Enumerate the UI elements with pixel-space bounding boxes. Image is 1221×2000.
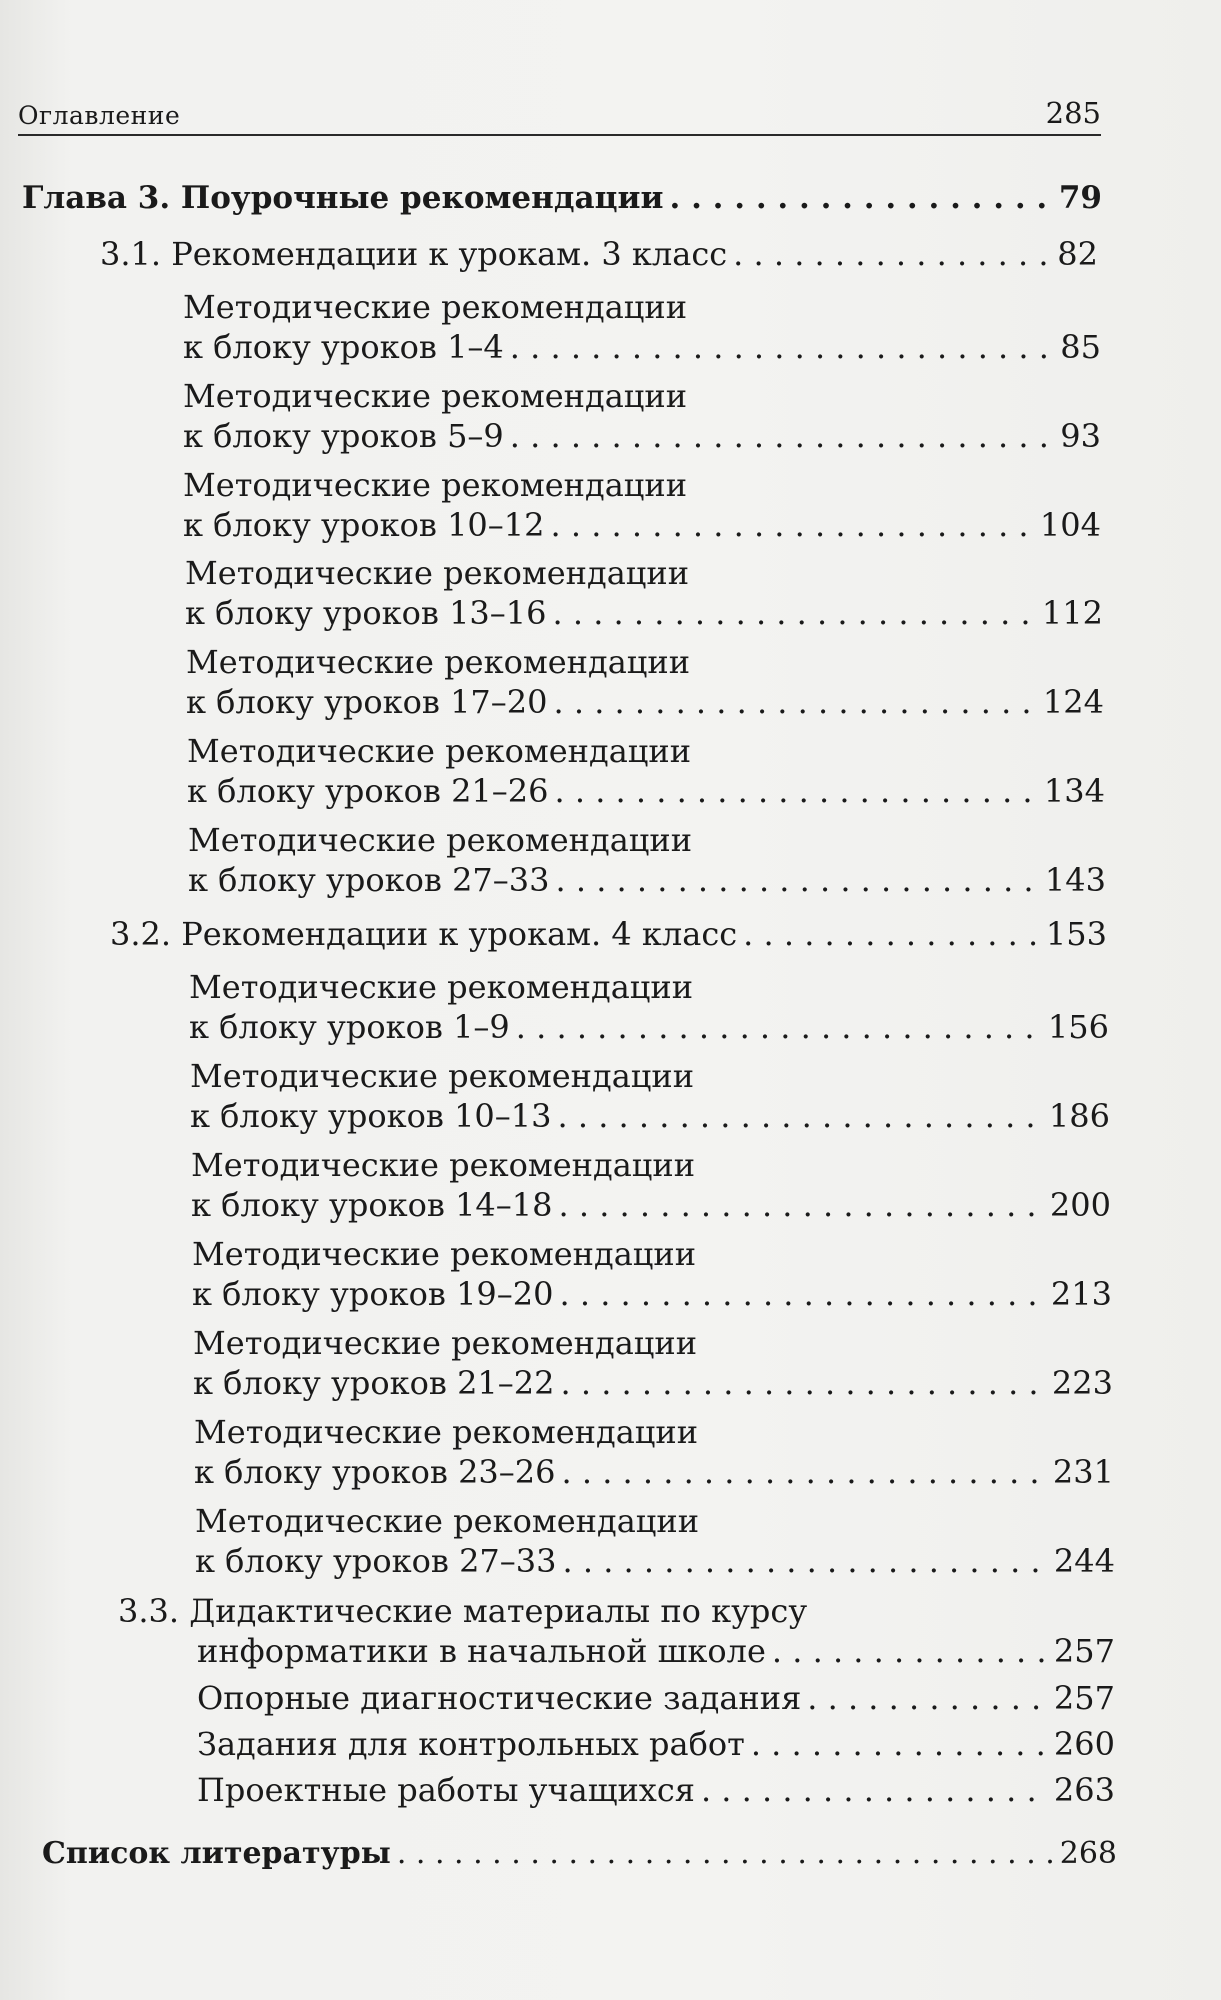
- section-page: 153: [1045, 915, 1107, 953]
- dot-leader: [555, 771, 1038, 811]
- toc-item-line1: Методические рекомендации: [195, 1502, 700, 1540]
- toc-item-page: 134: [1043, 772, 1105, 810]
- dot-leader: [551, 505, 1034, 545]
- toc-item-text: Опорные диагностические задания: [197, 1679, 802, 1717]
- bibliography-entry: [42, 1834, 1117, 1874]
- toc-item-line2: к блоку уроков 13–16: [185, 594, 547, 632]
- toc-item-line1: Методические рекомендации: [192, 1235, 697, 1273]
- toc-item-page: 124: [1042, 683, 1104, 721]
- toc-item-line2: к блоку уроков 10–12: [183, 506, 545, 544]
- toc-item: [183, 465, 1101, 545]
- toc-item: [189, 967, 1109, 1047]
- dot-leader: [751, 1724, 1048, 1764]
- dot-leader: [743, 914, 1040, 954]
- header-page-number: 285: [1045, 96, 1101, 130]
- toc-item-line2: к блоку уроков 17–20: [186, 683, 548, 721]
- toc-item-page: 231: [1052, 1453, 1114, 1491]
- toc-item-line1: Методические рекомендации: [190, 1057, 695, 1095]
- toc-item-line1: Методические рекомендации: [194, 1413, 699, 1451]
- toc-item-line2: к блоку уроков 10–13: [190, 1097, 552, 1135]
- toc-item-line1: Методические рекомендации: [183, 288, 688, 326]
- section-title: 3.2. Рекомендации к урокам. 4 класс: [110, 915, 738, 953]
- toc-item-line2: к блоку уроков 27–33: [188, 861, 550, 899]
- toc-item: [183, 376, 1101, 456]
- toc-item: [185, 553, 1103, 633]
- toc-item-line2: к блоку уроков 1–4: [183, 328, 504, 366]
- toc-item-page: 112: [1041, 594, 1103, 632]
- toc-item-line2: к блоку уроков 21–26: [187, 772, 549, 810]
- toc-item: [187, 731, 1105, 811]
- dot-leader: [516, 1007, 1042, 1047]
- toc-item: [191, 1145, 1111, 1225]
- toc-item: [197, 1678, 1115, 1718]
- toc-item-page: 143: [1044, 861, 1106, 899]
- toc-item-line2: к блоку уроков 27–33: [195, 1542, 557, 1580]
- dot-leader: [553, 593, 1036, 633]
- toc-item-page: 257: [1053, 1679, 1115, 1717]
- dot-leader: [397, 1834, 1054, 1874]
- toc-item-page: 200: [1049, 1186, 1111, 1224]
- dot-leader: [562, 1452, 1047, 1492]
- toc-item: [186, 642, 1104, 722]
- toc-item: [195, 1501, 1115, 1581]
- toc-item: [192, 1234, 1112, 1314]
- bibliography-title: Список литературы: [42, 1836, 391, 1871]
- section-title-line2: информатики в начальной школе: [197, 1632, 766, 1670]
- toc-item-line2: к блоку уроков 1–9: [189, 1008, 510, 1046]
- section-page: 257: [1053, 1632, 1115, 1670]
- toc-item-line1: Методические рекомендации: [189, 968, 694, 1006]
- section-page: 82: [1057, 235, 1098, 273]
- dot-leader: [563, 1541, 1048, 1581]
- dot-leader: [807, 1678, 1048, 1718]
- running-header: [18, 96, 1101, 136]
- toc-item-page: 93: [1060, 417, 1101, 455]
- toc-item-text: Задания для контрольных работ: [197, 1725, 745, 1763]
- dot-leader: [772, 1631, 1048, 1671]
- toc-item-page: 263: [1053, 1771, 1115, 1809]
- toc-item-line1: Методические рекомендации: [186, 643, 691, 681]
- toc-item-page: 104: [1039, 506, 1101, 544]
- dot-leader: [560, 1274, 1045, 1314]
- toc-item-line2: к блоку уроков 23–26: [194, 1453, 556, 1491]
- dot-leader: [733, 234, 1051, 274]
- toc-item-page: 244: [1053, 1542, 1115, 1580]
- dot-leader: [559, 1185, 1044, 1225]
- toc-item: [197, 1724, 1115, 1764]
- toc-item-page: 186: [1048, 1097, 1110, 1135]
- toc-item-line1: Методические рекомендации: [188, 821, 693, 859]
- toc-item-line1: Методические рекомендации: [185, 554, 690, 592]
- toc-item-page: 213: [1050, 1275, 1112, 1313]
- dot-leader: [556, 860, 1039, 900]
- section-title: 3.1. Рекомендации к урокам. 3 класс: [100, 235, 728, 273]
- toc-item: [183, 287, 1101, 367]
- section-title-line1: 3.3. Дидактические материалы по курсу: [118, 1592, 808, 1630]
- toc-item-line2: к блоку уроков 21–22: [193, 1364, 555, 1402]
- toc-item: [193, 1323, 1113, 1403]
- header-title: Оглавление: [18, 101, 181, 130]
- toc-item-line1: Методические рекомендации: [183, 466, 688, 504]
- dot-leader: [669, 178, 1052, 218]
- toc-item-line1: Методические рекомендации: [193, 1324, 698, 1362]
- section-3-1-entry: [100, 234, 1098, 274]
- toc-item-line2: к блоку уроков 5–9: [183, 417, 504, 455]
- toc-item-line1: Методические рекомендации: [183, 377, 688, 415]
- toc-item-page: 223: [1051, 1364, 1113, 1402]
- dot-leader: [554, 682, 1037, 722]
- chapter-page: 79: [1058, 180, 1102, 216]
- bibliography-page: 268: [1059, 1836, 1117, 1871]
- toc-item-page: 260: [1053, 1725, 1115, 1763]
- toc-item: [190, 1056, 1110, 1136]
- dot-leader: [510, 327, 1055, 367]
- dot-leader: [701, 1770, 1048, 1810]
- toc-item-line2: к блоку уроков 19–20: [192, 1275, 554, 1313]
- toc-item-text: Проектные работы учащихся: [197, 1771, 695, 1809]
- section-3-3-entry: [118, 1591, 1115, 1671]
- toc-item-page: 156: [1047, 1008, 1109, 1046]
- toc-item-page: 85: [1060, 328, 1101, 366]
- dot-leader: [558, 1096, 1043, 1136]
- toc-item: [188, 820, 1106, 900]
- chapter-entry: [22, 178, 1102, 218]
- toc-item-line1: Методические рекомендации: [187, 732, 692, 770]
- dot-leader: [510, 416, 1055, 456]
- section-3-2-entry: [110, 914, 1107, 954]
- toc-item-line1: Методические рекомендации: [191, 1146, 696, 1184]
- toc-item: [197, 1770, 1115, 1810]
- toc-item-line2: к блоку уроков 14–18: [191, 1186, 553, 1224]
- toc-item: [194, 1412, 1114, 1492]
- dot-leader: [561, 1363, 1046, 1403]
- chapter-title: Глава 3. Поурочные рекомендации: [22, 180, 664, 216]
